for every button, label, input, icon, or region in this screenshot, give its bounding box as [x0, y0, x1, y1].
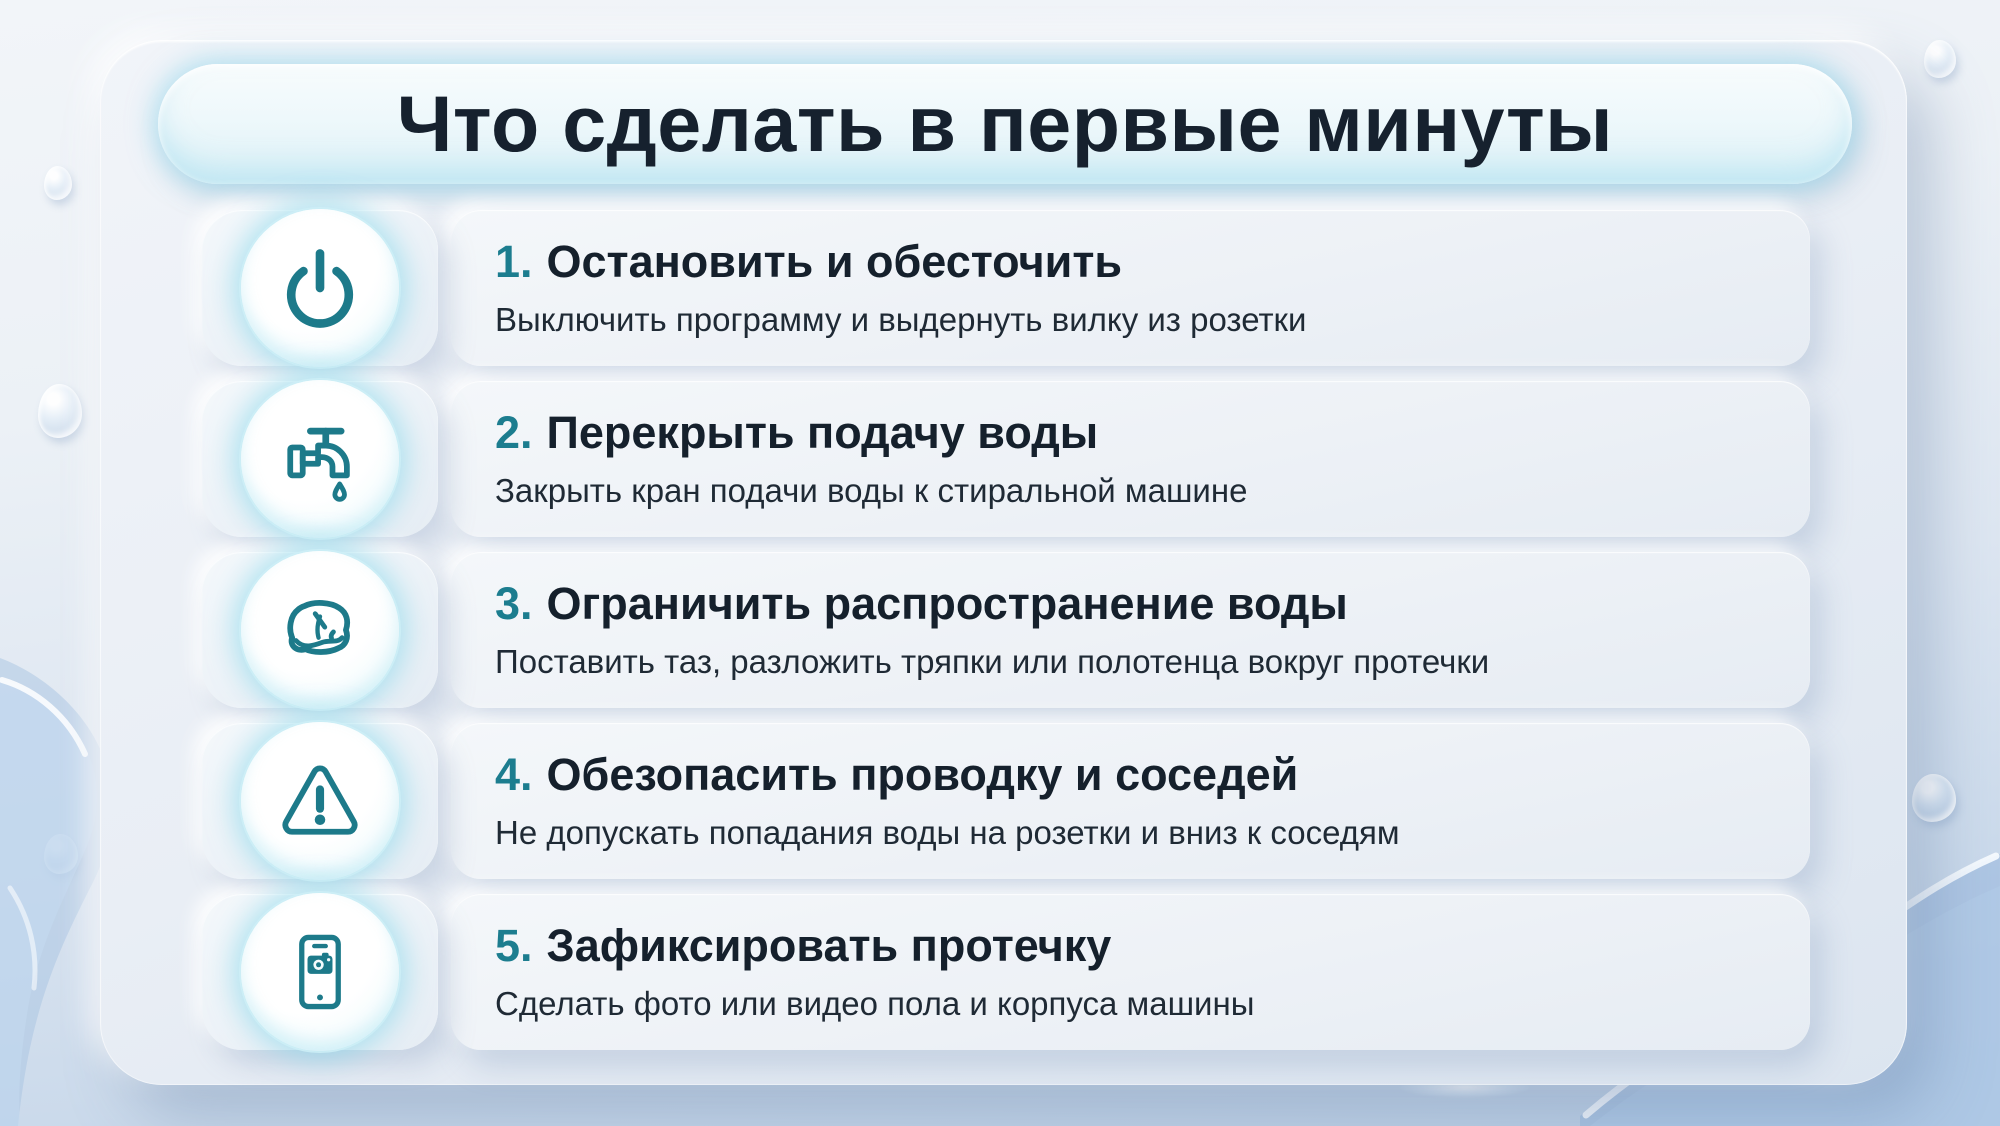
- step-number: 4.: [495, 748, 533, 800]
- step-icon-tile: [202, 723, 438, 879]
- step-description: Не допускать попадания воды на розетки и вниз к соседям: [495, 814, 1400, 852]
- step-description: Закрыть кран подачи воды к стиральной машине: [495, 472, 1248, 510]
- power-icon: [241, 209, 399, 367]
- step-text-card: [451, 210, 1810, 366]
- phone-camera-icon: [241, 893, 399, 1051]
- step-title: 5. Зафиксировать протечку: [495, 919, 1112, 971]
- step-icon-tile: [202, 552, 438, 708]
- main-card: [100, 40, 1907, 1085]
- step-text-card: [451, 381, 1810, 537]
- step-title: 1. Остановить и обесточить: [495, 235, 1123, 287]
- step-icon-tile: [202, 210, 438, 366]
- step-description: Выключить программу и выдернуть вилку из розетки: [495, 301, 1307, 339]
- steps-list: [202, 210, 1810, 1065]
- step-row: [202, 552, 1810, 708]
- step-title: 4. Обезопасить проводку и соседей: [495, 748, 1299, 800]
- step-row: [202, 381, 1810, 537]
- cloth-icon: [241, 551, 399, 709]
- step-number: 5.: [495, 919, 533, 971]
- step-icon-tile: [202, 381, 438, 537]
- step-row: [202, 894, 1810, 1050]
- title-banner: [158, 64, 1852, 184]
- water-drop: [1924, 40, 1956, 78]
- warning-icon: [241, 722, 399, 880]
- step-text-card: [451, 894, 1810, 1050]
- step-number: 2.: [495, 406, 533, 458]
- water-drop: [1912, 774, 1956, 822]
- faucet-icon: [241, 380, 399, 538]
- step-description: Поставить таз, разложить тряпки или полотенца вокруг протечки: [495, 643, 1490, 681]
- step-row: [202, 723, 1810, 879]
- water-drop: [38, 384, 82, 438]
- step-title: 3. Ограничить распространение воды: [495, 577, 1348, 629]
- water-drop: [44, 166, 72, 200]
- step-description: Сделать фото или видео пола и корпуса машины: [495, 985, 1255, 1023]
- step-row: [202, 210, 1810, 366]
- page-title: Что сделать в первые минуты: [396, 79, 1614, 168]
- step-number: 3.: [495, 577, 533, 629]
- step-text-card: [451, 723, 1810, 879]
- step-title: 2. Перекрыть подачу воды: [495, 406, 1099, 458]
- step-icon-tile: [202, 894, 438, 1050]
- step-number: 1.: [495, 235, 533, 287]
- step-text-card: [451, 552, 1810, 708]
